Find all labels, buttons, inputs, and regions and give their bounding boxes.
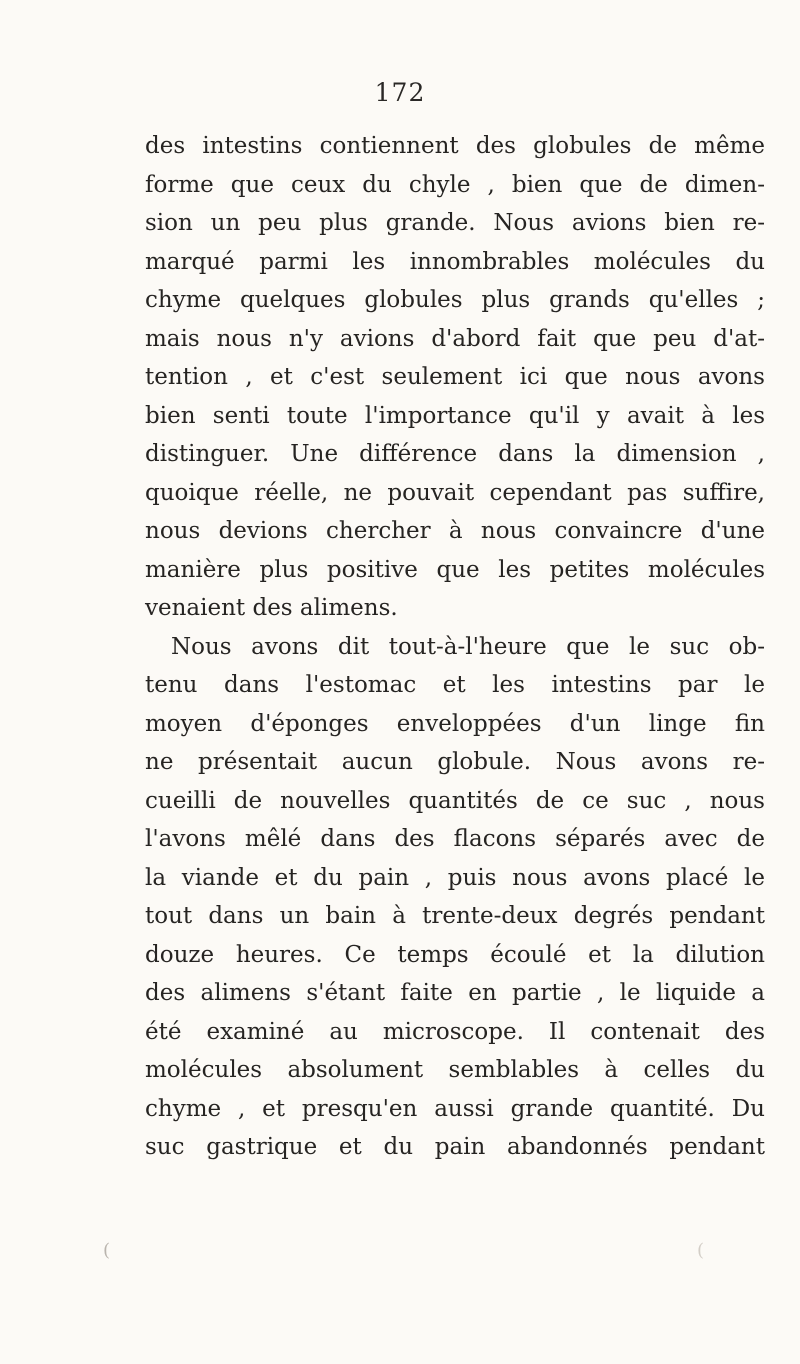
text-line: tention , et c'est seulement ici que nous avons [145, 364, 765, 390]
text-line: été examiné au microscope. Il contenait des [145, 1018, 765, 1045]
text-line: des alimens s'étant faite en partie , le liquide a [145, 980, 765, 1006]
body-text [145, 127, 765, 1167]
text-line: moyen d'éponges enveloppées d'un linge fin [145, 710, 765, 737]
text-line: l'avons mêlé dans des flacons séparés avec de [145, 826, 765, 852]
text-line: Nous avons dit tout-à-l'heure que le suc ob- [171, 633, 765, 660]
text-line: marqué parmi les innombrables molécules du [145, 248, 765, 275]
text-line: forme que ceux du chyle , bien que de dimen- [145, 171, 765, 198]
text-line: chyme , et presqu'en aussi grande quantité. Du [145, 1095, 765, 1122]
margin-mark: ( [103, 1240, 111, 1261]
text-line: cueilli de nouvelles quantités de ce suc , nous [145, 787, 765, 814]
text-line: des intestins contiennent des globules de même [145, 133, 765, 159]
text-line: molécules absolument semblables à celles du [145, 1057, 765, 1083]
text-line: tout dans un bain à trente-deux degrés pendant [145, 903, 765, 929]
text-line: venaient des alimens. [145, 595, 398, 621]
text-line: nous devions chercher à nous convaincre d'une [145, 518, 765, 544]
text-line: douze heures. Ce temps écoulé et la dilution [145, 941, 765, 968]
text-line: la viande et du pain , puis nous avons placé le [145, 864, 765, 891]
margin-mark: ( [697, 1240, 705, 1261]
text-line: manière plus positive que les petites molécules [145, 556, 765, 583]
page-number: 172 [374, 78, 426, 107]
text-line: sion un peu plus grande. Nous avions bien re- [145, 210, 765, 236]
text-line: quoique réelle, ne pouvait cependant pas suffire, [145, 479, 765, 506]
text-line: mais nous n'y avions d'abord fait que peu d'at- [145, 325, 765, 352]
text-line: distinguer. Une différence dans la dimension , [145, 441, 765, 467]
text-line: tenu dans l'estomac et les intestins par le [145, 672, 765, 698]
text-line: bien senti toute l'importance qu'il y avait à les [145, 402, 765, 429]
text-line: ne présentait aucun globule. Nous avons re- [145, 749, 765, 775]
text-line: suc gastrique et du pain abandonnés pendant [145, 1134, 765, 1160]
text-line: chyme quelques globules plus grands qu'elles ; [145, 287, 765, 313]
